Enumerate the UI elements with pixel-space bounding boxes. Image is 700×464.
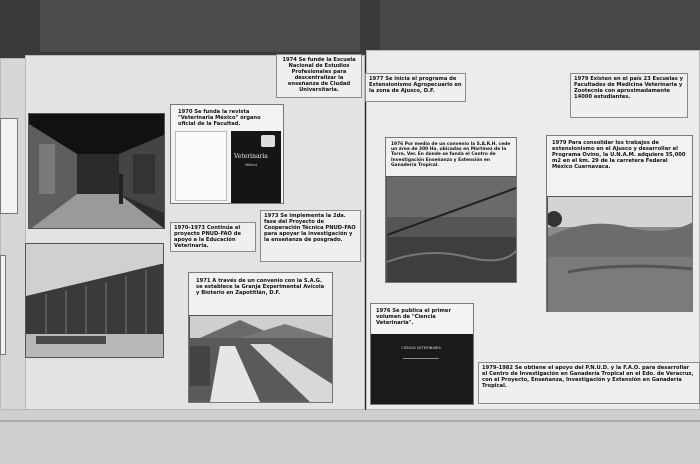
aerial-photo	[386, 176, 517, 283]
ajusco-photo	[547, 196, 693, 312]
upper-wall-band-right	[380, 0, 700, 50]
aerial-display	[385, 137, 517, 283]
book-display	[370, 303, 474, 405]
magazine-display	[170, 104, 284, 204]
label-1971: 1971 A través de un convenio con la S.A.G. se establece la Granja Experimental Avícola y Bioterio en Zapotitlán, D.F.	[196, 278, 325, 296]
book-title: CIENCIA VETERINARIA	[401, 346, 441, 350]
lower-wall	[0, 410, 700, 464]
walkway-photo	[28, 113, 165, 229]
label-1970: 1970 Se funda la revista "Veterinaria México" órgano oficial de la Facultad.	[178, 109, 261, 127]
magazine-page	[175, 131, 227, 201]
upper-wall-band	[40, 0, 360, 52]
magazine-cover-subtitle: México	[245, 163, 258, 167]
label-1977: 1977 Se inicia el programa de Extensionismo Agropecuario en la zona de Ajusco, D.F.	[365, 73, 466, 102]
floor-line	[0, 420, 700, 422]
ajusco-display	[546, 135, 693, 312]
magazine-cover-title: Veterinaria	[234, 153, 268, 160]
edge-label-bottom	[0, 255, 6, 355]
magazine-emblem	[261, 135, 275, 147]
label-1979-1982: 1979-1982 Se obtiene el apoyo del P.N.U.D. y la F.A.O. para desarrollar el Centro de Investigación en Ganadería Tropical en el Edo. de Veracruz, con el Proyecto, Enseñanza, Investigación y Extensión en Ganadería Tropical.	[478, 362, 700, 404]
granja-display	[188, 272, 333, 403]
granja-photo	[189, 315, 333, 403]
building-photo	[25, 243, 164, 358]
display-panel-edge	[0, 58, 26, 410]
edge-label-top	[0, 118, 18, 214]
label-1974: 1974 Se funde la Escuela Nacional de Estudios Profesionales para descentralizar la enseñanza de Ciudad Universitaria.	[276, 54, 362, 98]
label-1970-1973: 1970-1973 Continúa el proyecto PNUD-FAO de apoyo a la Educación Veterinaria.	[170, 222, 256, 252]
magazine-cover	[231, 131, 281, 203]
label-1979-schools: 1979 Existen en el país 23 Escuelas y Facultades de Medicina Veterinaria y Zootecnia con aproximadamente 14000 estudiantes.	[570, 73, 688, 118]
book-cover	[371, 334, 474, 405]
label-1973: 1973 Se implementa la 2da. fase del Proyecto de Cooperación Técnica PNUD-FAO para apoyar la investigación y la enseñanza de posgrado.	[260, 210, 361, 262]
book-title-rule	[403, 358, 439, 359]
label-1979-ajusco: 1979 Para consolidar los trabajos de extensionismo en el Ajusco y desarrollar el Programa Ovino, la U.N.A.M. adquiere 35,000 m2 en el km. 29 de la carretera Federal México Cuernavaca.	[552, 140, 686, 170]
label-1976-ciencia: 1976 Se publica el primer volumen de "Ciencia Veterinaria".	[376, 308, 451, 326]
label-1976-sarh: 1976 Por medio de un convenio la S.A.R.H. cede un área de 300 Ha. ubicadas en Martínez de la Torre, Ver. En donde se funda el Centro de Investigación Enseñanza y Extensión en Ganadería Tropical.	[391, 142, 511, 168]
